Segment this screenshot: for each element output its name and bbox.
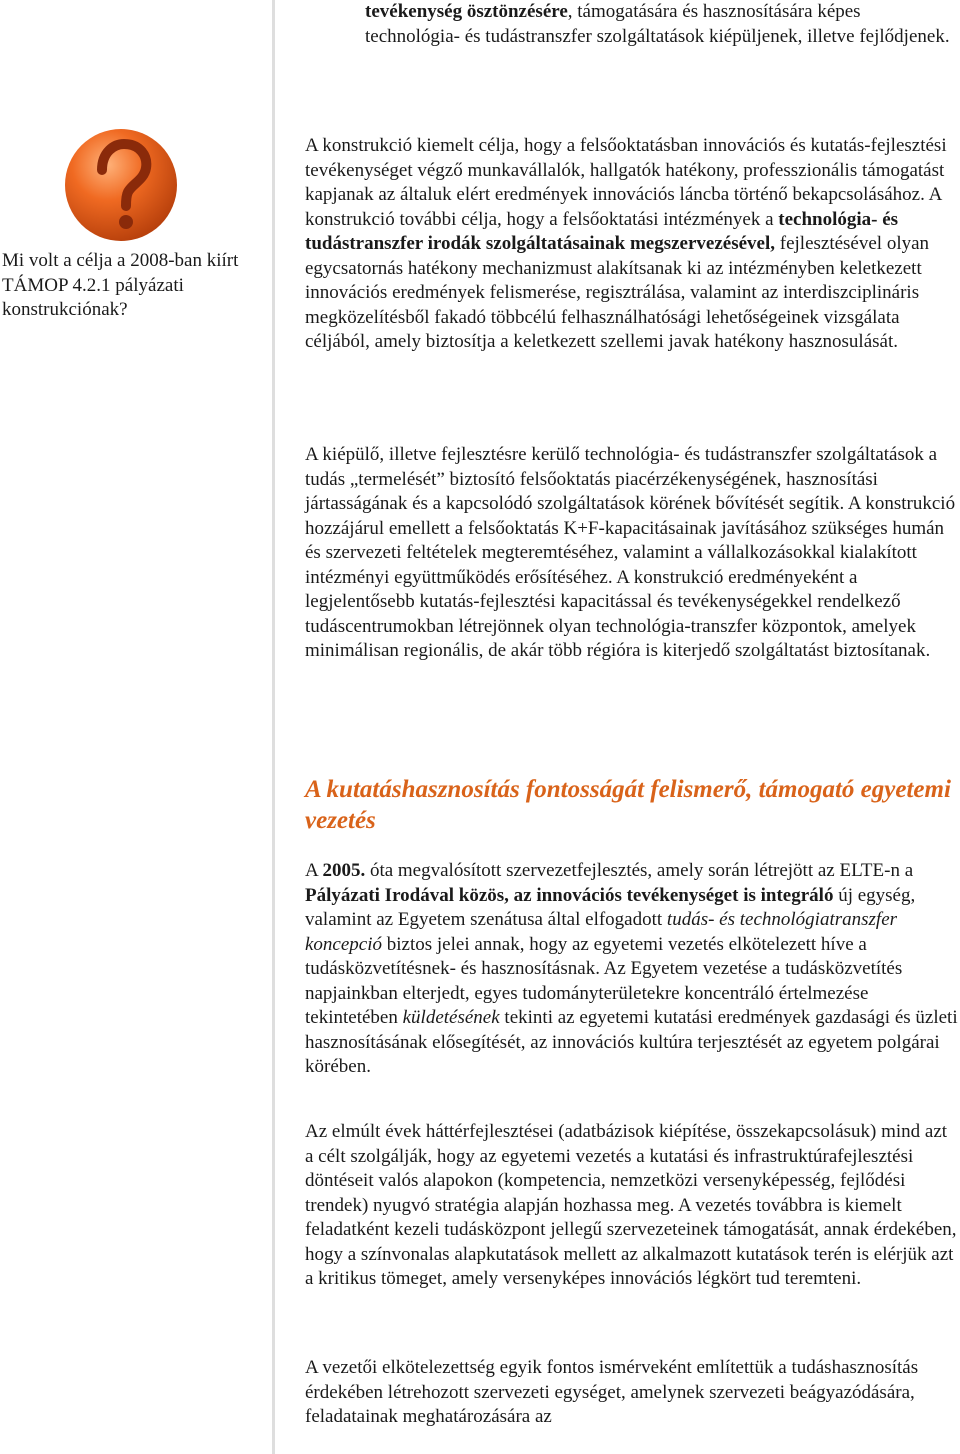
paragraph-elte-organization [305,859,960,1080]
sidebar-question-caption: Mi volt a célja a 2008-ban kiírt TÁMOP 4.2.1 pályázati konstrukciónak? [2,250,239,320]
paragraph-construction-goal [305,134,960,355]
para3-t4: biztos jelei annak, hogy az egyetemi vezetés elkötelezett híve a tudásközvetítésnek- és hasznosításnak. Az Egyetem vezetése a tudásközvetítés napjainkban elterjedt, egyes tudományterületekre koncentráló értelmezése tekintetében [305,933,903,1028]
intro-paragraph [365,0,960,49]
para3-t5: tekinti az egyetemi kutatási eredmények gazdasági és üzleti hasznosításának elősegítését, az innovációs kultúra terjesztését az egyetem polgárai körében. [305,1007,958,1077]
para3-t1: A [305,860,323,881]
para1-text-a: A konstrukció kiemelt célja, hogy a felsőoktatásban innovációs és kutatás-fejlesztési tevékenységet végző munkavállalók, hallgatók hatékony, professzionális támogatást kapjanak az általuk elért eredmények innovációs láncba történő bekapcsolásához. A konstrukció további célja, hogy a felsőoktatási intézmények a [305,135,947,230]
intro-rest: , támogatására és hasznosítására képes technológia- és tudástranszfer szolgáltatások kiépüljenek, illetve fejlődjenek. [365,1,950,47]
question-mark-icon [62,126,180,244]
intro-bold-lead: tevékenység ösztönzésére [365,1,568,22]
column-divider [272,0,275,1454]
paragraph-leadership-commitment: A vezetői elkötelezettség egyik fontos ismérveként említettük a tudáshasznosítás érdekében létrehozott szervezeti egységet, amelynek szervezeti beágyazódására, feladatainak meghatározására az [305,1357,919,1427]
para1-text-b: fejlesztésével olyan egycsatornás hatékony mechanizmust alakítsanak ki az intézményben keletkezett innovációs eredmények felismerése, regisztrálása, valamint az interdiszciplináris megközelítésből fakadó többcélú felhasználhatósági lehetőségeinek vizsgálata céljából, amely biztosítja a keletkezett szellemi javak hatékony hasznosulását. [305,233,930,352]
para3-t2: óta megvalósított szervezetfejlesztés, amely során létrejött az ELTE-n a [365,860,914,881]
para3-italic-concept: tudás- és technológiatranszfer koncepció [305,909,898,955]
para3-bold-unit: Pályázati Irodával közös, az innovációs tevékenységet is integráló [305,884,834,906]
section-heading: A kutatáshasznosítás fontosságát felismerő, támogató egyetemi vezetés [305,776,951,834]
paragraph-background-development: Az elmúlt évek háttérfejlesztései (adatbázisok kiépítése, összekapcsolásuk) mind azt a célt szolgálják, hogy az egyetemi vezetés a kutatási és infrastruktúrafejlesztési döntéseit valós alapokon (kompetencia, nemzetközi versenyképesség, fejlődési trendek) nyugvó stratégia alapján hozhassa meg. A vezetés továbbra is kiemelt feladatként kezeli tudásközpont jellegű szervezeteinek támogatását, annak érdekében, hogy a színvonalas alapkutatások mellett az alkalmazott kutatások terén is elérjük azt a kritikus tömeget, amely versenyképes innovációs légkört tud teremteni. [305,1121,957,1289]
para3-t3: új egység, valamint az Egyetem szenátusa által elfogadott [305,884,916,930]
paragraph-transfer-services: A kiépülő, illetve fejlesztésre kerülő technológia- és tudástranszfer szolgáltatások a tudás „termelését” biztosító felsőoktatás piacérzékenységének, hasznosítási jártasságának és a kapcsolódó szolgáltatások körének bővítését segítik. A konstrukció hozzájárul emellett a felsőoktatás K+F-kapacitásainak javításához szükséges humán és szervezeti feltételek megteremtéséhez, valamint a vállalkozásokkal kialakított intézményi együttműködés erősítéséhez. A konstrukció eredményeként a legjelentősebb kutatás-fejlesztési kapacitással és tevékenységekkel rendelkező tudáscentrumokban létrejönnek olyan technológia-transzfer központok, amelyek minimálisan regionális, de akár több régióra is kiterjedő szolgáltatást biztosítanak. [305,444,956,661]
para3-italic-mission: küldetésének [402,1007,500,1028]
para1-bold: technológia- és tudástranszfer irodák szolgáltatásainak megszervezésével, [305,208,899,254]
para3-year: 2005. [322,860,366,881]
